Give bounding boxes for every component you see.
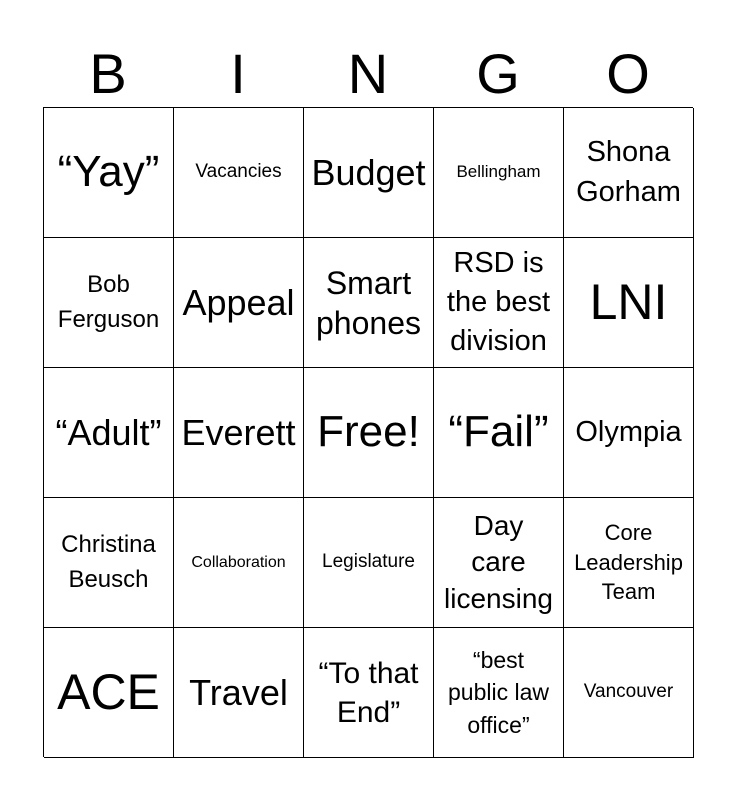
bingo-cell[interactable] bbox=[434, 368, 564, 498]
bingo-cell[interactable] bbox=[44, 108, 174, 238]
bingo-cell[interactable] bbox=[434, 108, 564, 238]
bingo-cell[interactable] bbox=[174, 108, 304, 238]
cell-label: Christina Beusch bbox=[61, 530, 156, 593]
bingo-cell[interactable] bbox=[564, 108, 694, 238]
bingo-cell[interactable] bbox=[304, 628, 434, 758]
cell-label: Collaboration bbox=[191, 553, 286, 571]
cell-label: Bob Ferguson bbox=[57, 270, 160, 333]
cell-label: Free! bbox=[317, 407, 420, 457]
cell-label: “best public law office” bbox=[448, 647, 549, 738]
bingo-board bbox=[43, 107, 693, 757]
cell-label: Travel bbox=[189, 671, 288, 713]
cell-label: Olympia bbox=[575, 415, 682, 448]
bingo-cell[interactable] bbox=[174, 498, 304, 628]
bingo-cell[interactable] bbox=[434, 628, 564, 758]
cell-label: Legislature bbox=[322, 551, 415, 573]
bingo-header bbox=[43, 40, 693, 108]
cell-label: Shona Gorham bbox=[576, 136, 681, 208]
bingo-cell[interactable] bbox=[44, 238, 174, 368]
bingo-cell[interactable] bbox=[44, 368, 174, 498]
cell-label: Budget bbox=[311, 151, 426, 193]
cell-label: “Adult” bbox=[55, 411, 162, 453]
cell-label: Vacancies bbox=[195, 161, 282, 183]
cell-label: LNI bbox=[589, 274, 668, 330]
bingo-cell[interactable] bbox=[174, 628, 304, 758]
bingo-cell[interactable] bbox=[304, 368, 434, 498]
header-letter-o: O bbox=[606, 42, 650, 105]
bingo-cell[interactable] bbox=[564, 628, 694, 758]
header-letter-b: B bbox=[89, 42, 127, 105]
bingo-cell[interactable] bbox=[304, 108, 434, 238]
bingo-cell[interactable] bbox=[564, 498, 694, 628]
header-letter-n: N bbox=[347, 42, 389, 105]
bingo-cell[interactable] bbox=[304, 238, 434, 368]
header-letter-i: I bbox=[230, 42, 246, 105]
cell-label: “Fail” bbox=[448, 407, 549, 457]
cell-label: “Yay” bbox=[57, 147, 160, 197]
cell-label: RSD is the best division bbox=[446, 246, 551, 358]
bingo-cell[interactable] bbox=[564, 368, 694, 498]
bingo-cell[interactable] bbox=[434, 238, 564, 368]
cell-label: Appeal bbox=[182, 281, 295, 323]
bingo-cell[interactable] bbox=[434, 498, 564, 628]
bingo-cell[interactable] bbox=[304, 498, 434, 628]
bingo-cell[interactable] bbox=[174, 368, 304, 498]
bingo-cell[interactable] bbox=[44, 628, 174, 758]
bingo-cell[interactable] bbox=[174, 238, 304, 368]
bingo-cell[interactable] bbox=[564, 238, 694, 368]
cell-label: “To that End” bbox=[318, 656, 419, 729]
cell-label: Core Leadership Team bbox=[574, 519, 683, 605]
cell-label: Vancouver bbox=[583, 681, 674, 703]
cell-label: Smart phones bbox=[316, 264, 421, 341]
cell-label: ACE bbox=[57, 664, 160, 720]
cell-label: Day care licensing bbox=[444, 509, 553, 614]
header-letter-g: G bbox=[476, 42, 520, 105]
cell-label: Everett bbox=[181, 411, 296, 453]
bingo-cell[interactable] bbox=[44, 498, 174, 628]
cell-label: Bellingham bbox=[456, 162, 541, 182]
